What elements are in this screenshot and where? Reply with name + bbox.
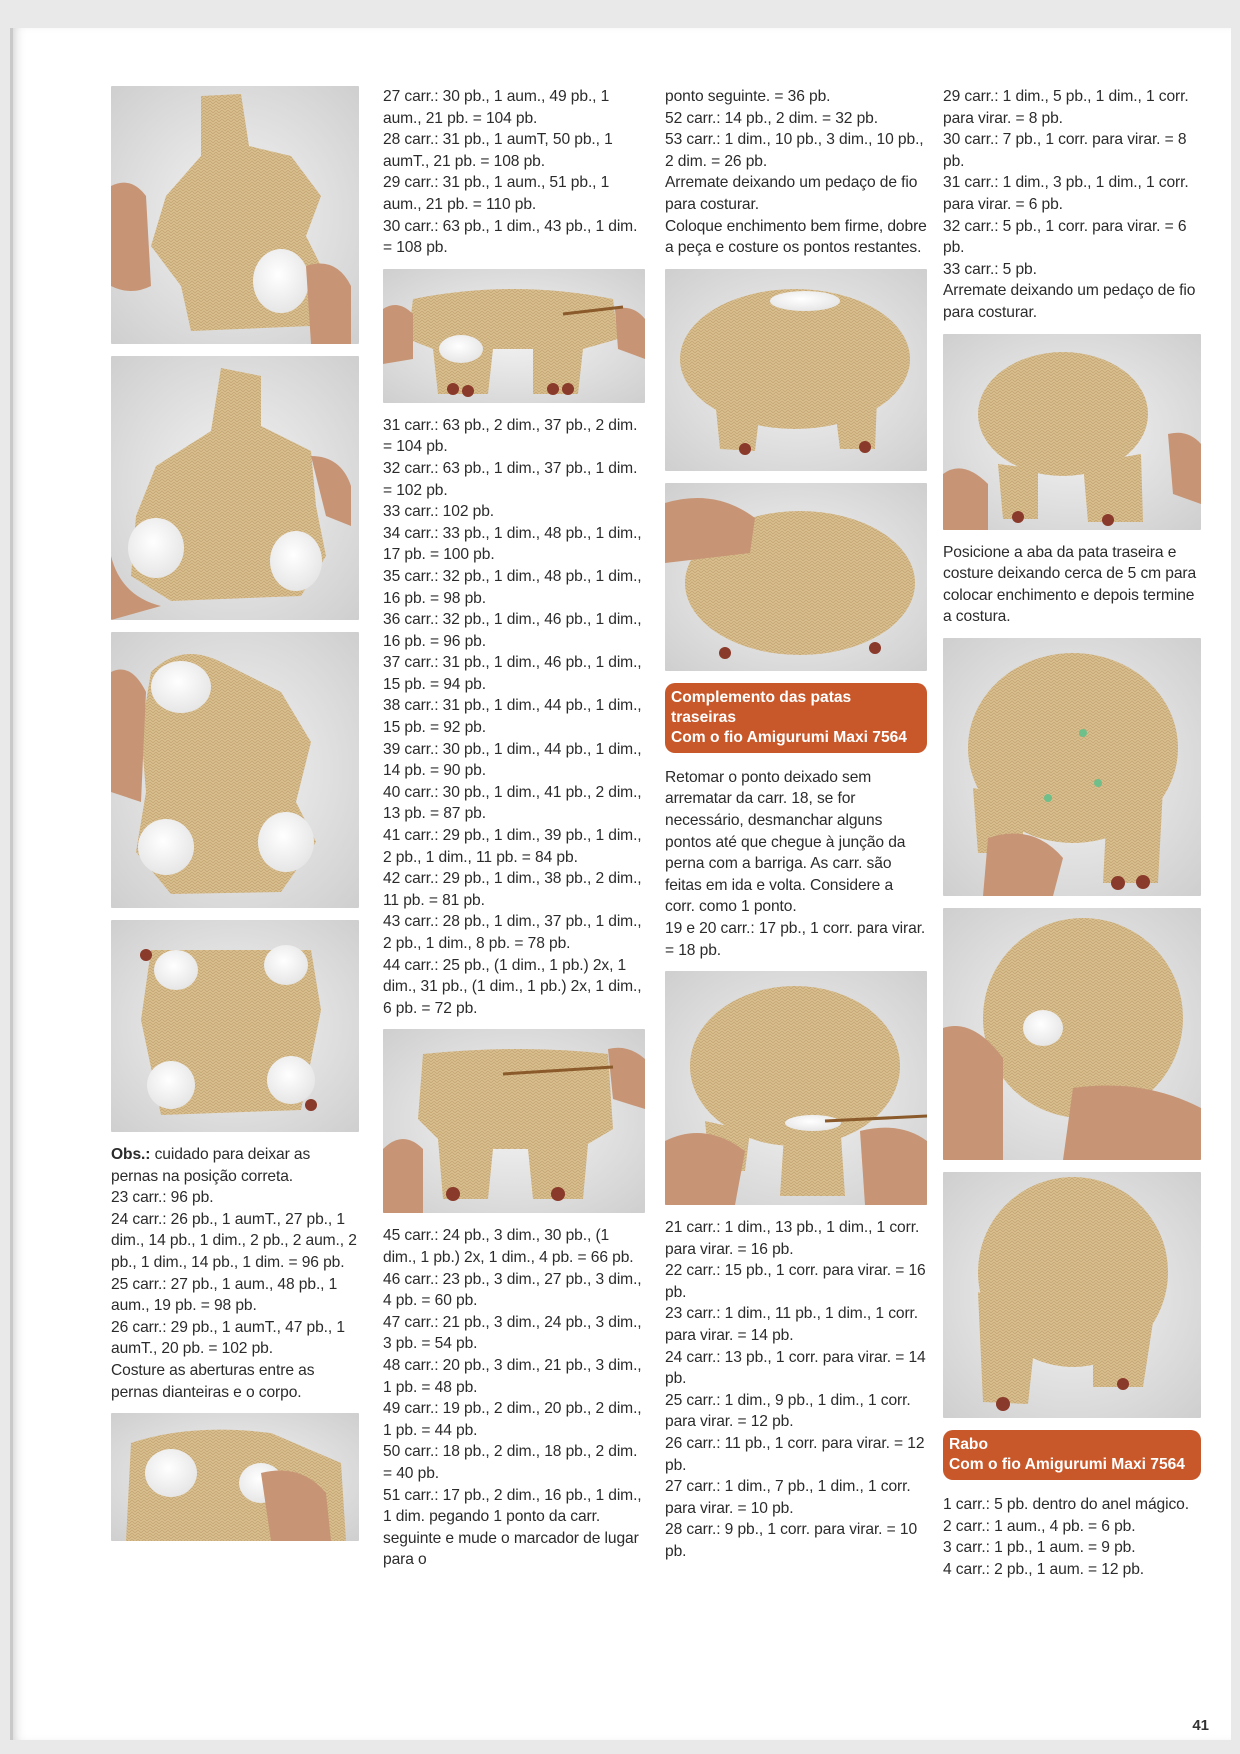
- col4-text-mid: Posicione a aba da pata traseira e costure deixando cerca de 5 cm para colocar enchimento e depois termine a costura.: [943, 543, 1197, 626]
- page-number: 41: [1192, 1717, 1209, 1734]
- photo-sewing-legs: [111, 1413, 359, 1541]
- photo-finished-rear: [943, 1172, 1201, 1418]
- col4-text-top: 29 carr.: 1 dim., 5 pb., 1 dim., 1 corr. para virar. = 8 pb. 30 carr.: 7 pb., 1 corr. para virar. = 8 pb. 31 carr.: 1 dim., 3 pb., 1 dim., 1 corr. para virar. = 6 pb. 32 carr.: 5 pb., 1 corr. para virar. = 6 pb. 33 carr.: 5 pb. Arremate deixando um pedaço de fio para costurar.: [943, 88, 1196, 321]
- col3-text-mid: Retomar o ponto deixado sem arrematar da carr. 18, se for necessário, desmanchar alguns pontos até que chegue à junção da perna com a barriga. As carr. são feitas em ida e volta. Considere a corr. como 1 ponto. 19 e 20 carr.: 17 pb., 1 corr. para virar. = 18 pb.: [665, 768, 926, 959]
- photo-body-upright-legs: [383, 269, 645, 403]
- photo-body-stuffed-side: [665, 269, 927, 471]
- photo-body-crochet-rounds: [383, 1029, 645, 1213]
- column-1: [111, 86, 359, 1553]
- col2-text-top: 27 carr.: 30 pb., 1 aum., 49 pb., 1 aum., 21 pb. = 104 pb. 28 carr.: 31 pb., 1 aumT, 50 pb., 1 aumT., 21 pb. = 108 pb. 29 carr.: 31 pb., 1 aum., 51 pb., 1 aum., 21 pb. = 110 pb. 30 carr.: 63 pb., 1 dim., 43 pb., 1 dim. = 108 pb.: [383, 88, 638, 257]
- obs-text: cuidado para deixar as pernas na posição correta.: [111, 1146, 311, 1185]
- col1-text: [111, 1144, 359, 1403]
- col4-text-bot: 1 carr.: 5 pb. dentro do anel mágico. 2 carr.: 1 aum., 4 pb. = 6 pb. 3 carr.: 1 pb., 1 aum. = 9 pb. 4 carr.: 2 pb., 1 aum. = 12 pb.: [943, 1495, 1189, 1578]
- column-4: [943, 86, 1201, 1590]
- photo-body-with-stuffed-legs: [111, 356, 359, 620]
- obs-label: Obs.:: [111, 1146, 151, 1163]
- col2-text-mid: 31 carr.: 63 pb., 2 dim., 37 pb., 2 dim. = 104 pb. 32 carr.: 63 pb., 1 dim., 37 pb., 1 dim. = 102 pb. 33 carr.: 102 pb. 34 carr.: 33 pb., 1 dim., 48 pb., 1 dim., 17 pb. = 100 pb. 35 carr.: 32 pb., 1 dim., 48 pb., 1 dim., 16 pb. = 98 pb. 36 carr.: 32 pb., 1 dim., 46 pb., 1 dim., 16 pb. = 96 pb. 37 carr.: 31 pb., 1 dim., 46 pb., 1 dim., 15 pb. = 94 pb. 38 carr.: 31 pb., 1 dim., 44 pb., 1 dim., 15 pb. = 92 pb. 39 carr.: 30 pb., 1 dim., 44 pb., 1 dim., 14 pb. = 90 pb. 40 carr.: 30 pb., 1 dim., 41 pb., 2 dim., 13 pb. = 87 pb. 41 carr.: 29 pb., 1 dim., 39 pb., 1 dim., 2 pb., 1 dim., 11 pb. = 84 pb. 42 carr.: 29 pb., 1 dim., 38 pb., 2 dim., 11 pb. = 81 pb. 43 carr.: 28 pb., 1 dim., 37 pb., 1 dim., 2 pb., 1 dim., 8 pb. = 78 pb. 44 carr.: 25 pb., (1 dim., 1 pb.) 2x, 1 dim., 31 pb., (1 dim., 1 pb.) 2x, 1 dim., 6 pb. = 72 pb.: [383, 416, 642, 1017]
- photo-flat-body-piece: [111, 86, 359, 344]
- photo-hind-paw-flap: [665, 971, 927, 1205]
- photo-closing-body: [665, 483, 927, 671]
- photo-sewing-rear: [943, 908, 1201, 1160]
- section-box-hind-paws: Complemento das patas traseiras Com o fio Amigurumi Maxi 7564: [665, 683, 927, 753]
- column-3: [665, 86, 927, 1573]
- magazine-page: [10, 28, 1231, 1740]
- col2-text-bot: 45 carr.: 24 pb., 3 dim., 30 pb., (1 dim., 1 pb.) 2x, 1 dim., 4 pb. = 66 pb. 46 carr.: 23 pb., 3 dim., 27 pb., 3 dim., 4 pb. = 60 pb. 47 carr.: 21 pb., 3 dim., 24 pb., 3 dim., 3 pb. = 54 pb. 48 carr.: 20 pb., 3 dim., 21 pb., 3 dim., 1 pb. = 48 pb. 49 carr.: 19 pb., 2 dim., 20 pb., 2 dim., 1 pb. = 44 pb. 50 carr.: 18 pb., 2 dim., 18 pb., 2 dim. = 40 pb. 51 carr.: 17 pb., 2 dim., 16 pb., 1 dim., 1 dim. pegando 1 ponto da carr. seguinte e mude o marcador de lugar para o: [383, 1227, 642, 1569]
- col3-text-top: ponto seguinte. = 36 pb. 52 carr.: 14 pb., 2 dim. = 32 pb. 53 carr.: 1 dim., 10 pb., 3 dim., 10 pb., 2 dim. = 26 pb. Arremate deixando um pedaço de fio para costurar. Coloque enchimento bem firme, dobre a peça e costure os pontos restantes.: [665, 88, 927, 257]
- col3-text-bot: 21 carr.: 1 dim., 13 pb., 1 dim., 1 corr. para virar. = 16 pb. 22 carr.: 15 pb., 1 corr. para virar. = 16 pb. 23 carr.: 1 dim., 11 pb., 1 dim., 1 corr. para virar. = 14 pb. 24 carr.: 13 pb., 1 corr. para virar. = 14 pb. 25 carr.: 1 dim., 9 pb., 1 dim., 1 corr. para virar. = 12 pb. 26 carr.: 11 pb., 1 corr. para virar. = 12 pb. 27 carr.: 1 dim., 7 pb., 1 dim., 1 corr. para virar. = 10 pb. 28 carr.: 9 pb., 1 corr. para virar. = 10 pb.: [665, 1219, 926, 1560]
- photo-body-four-legs-top: [111, 920, 359, 1132]
- photo-rear-view-pinned: [943, 638, 1201, 896]
- col1-rounds: 23 carr.: 96 pb. 24 carr.: 26 pb., 1 aumT., 27 pb., 1 dim., 14 pb., 1 dim., 2 pb., 2 aum., 2 pb., 1 dim., 14 pb., 1 dim. = 96 pb. 25 carr.: 27 pb., 1 aum., 48 pb., 1 aum., 19 pb. = 98 pb. 26 carr.: 29 pb., 1 aumT., 47 pb., 1 aumT., 20 pb. = 102 pb. Costure as aberturas entre as pernas dianteiras e o corpo.: [111, 1189, 357, 1401]
- photo-folded-body-piece: [111, 632, 359, 908]
- photo-attaching-hind-paw: [943, 334, 1201, 530]
- section-box-tail: Rabo Com o fio Amigurumi Maxi 7564: [943, 1430, 1201, 1480]
- column-2: [383, 86, 645, 1581]
